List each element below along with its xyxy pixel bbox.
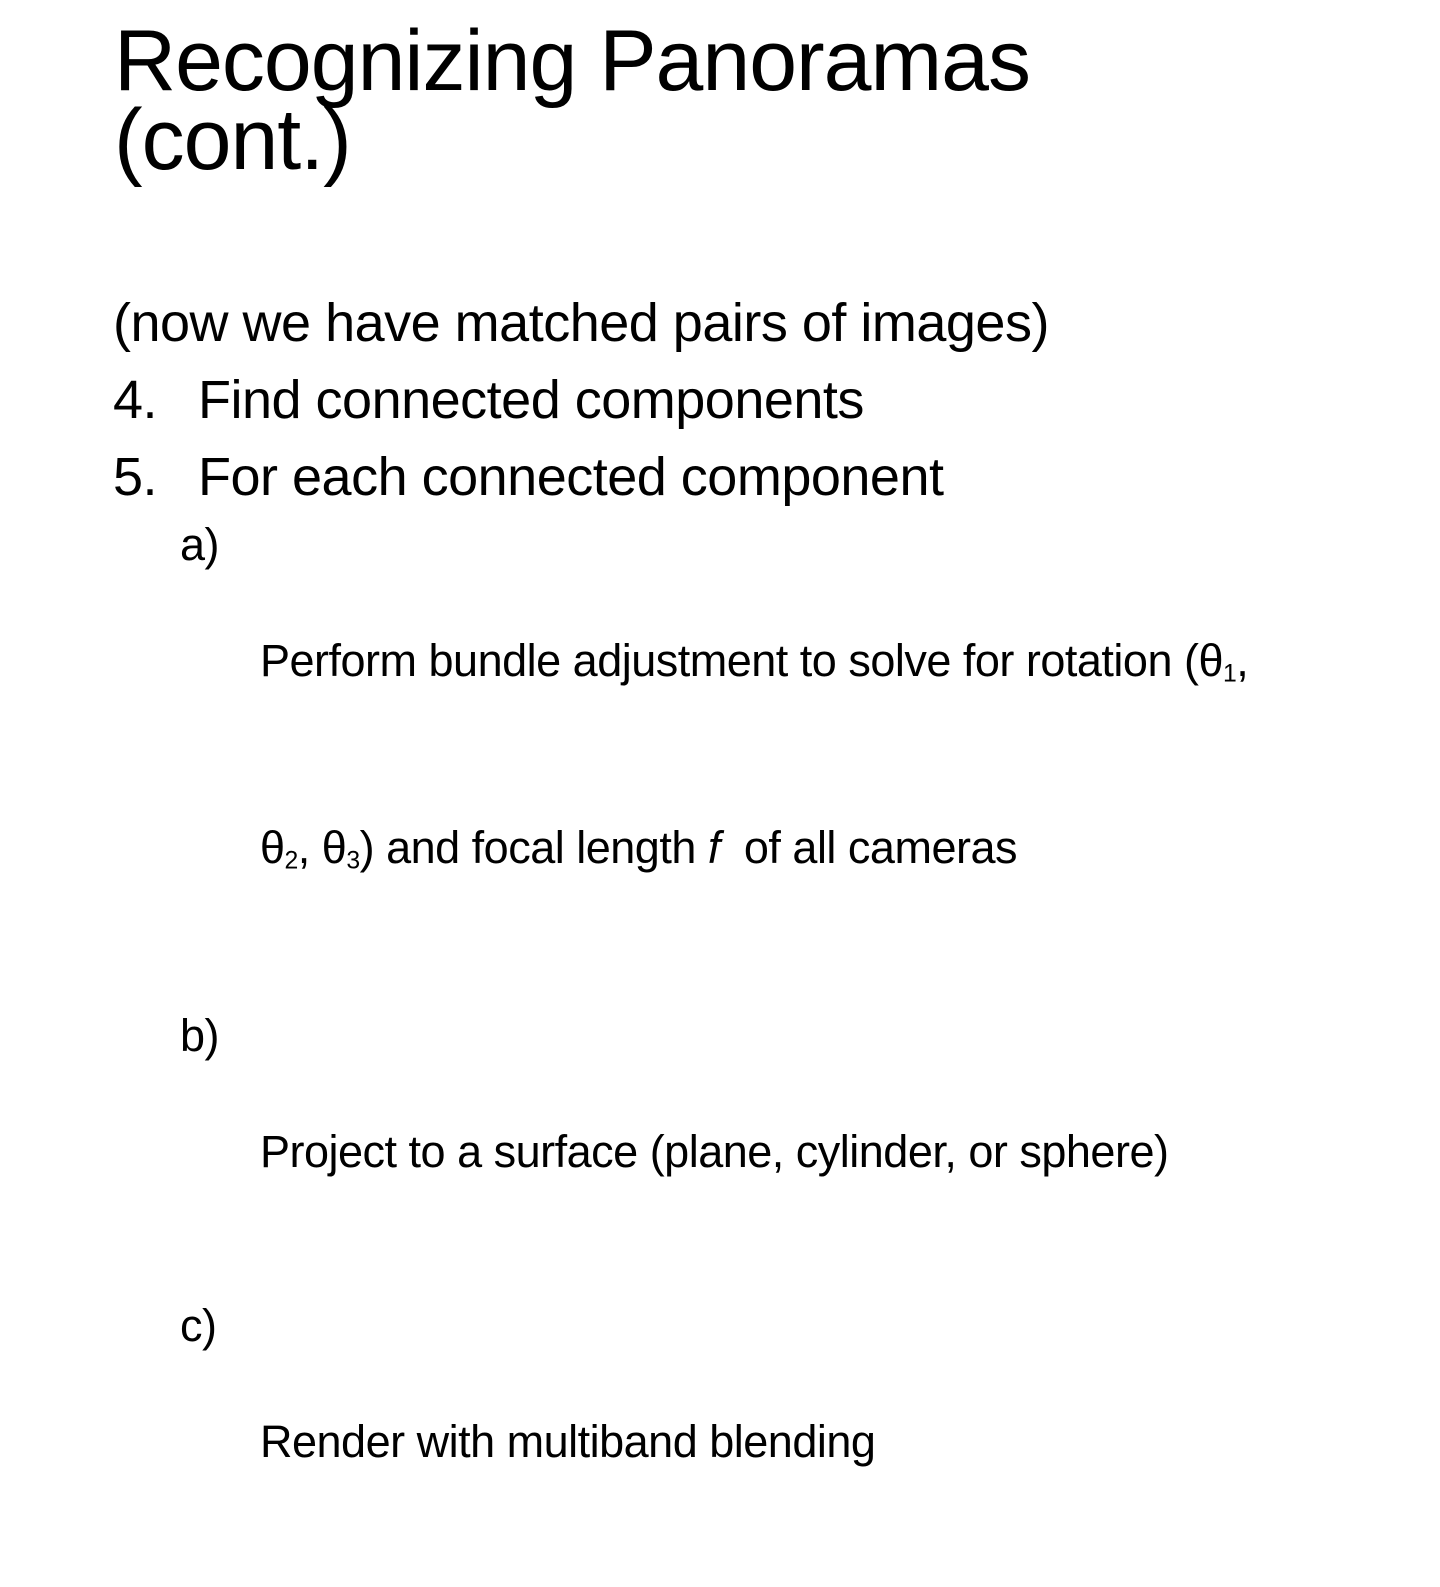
text-segment: Project to a surface (plane, cylinder, or sphere) — [260, 1125, 1169, 1177]
sub-item-c-line-1 — [260, 1413, 875, 1471]
theta-2-subscript: 2 — [284, 847, 298, 875]
list-item-5 — [113, 445, 943, 509]
text-segment: Render with multiband blending — [260, 1415, 876, 1467]
text-segment: , θ — [297, 822, 347, 874]
sub-item-b-line-1 — [260, 1123, 1168, 1181]
list-item-4-number: 4. — [113, 370, 158, 430]
title-line-2: (cont.) — [114, 92, 351, 188]
sub-item-a-text — [260, 516, 1248, 1007]
sub-item-b-text — [260, 1007, 1168, 1297]
text-segment: of all cameras — [719, 822, 1017, 874]
intro-text: (now we have matched pairs of images) — [113, 293, 1049, 353]
sub-item-b-label: b) — [180, 1009, 220, 1061]
sub-list — [180, 516, 1248, 1587]
text-segment: , — [1236, 635, 1249, 686]
theta-3-subscript: 3 — [346, 847, 360, 875]
sub-item-a-line-2 — [260, 819, 1248, 890]
text-segment: ) and focal length — [359, 822, 708, 874]
focal-length-f-italic: f — [707, 822, 720, 874]
sub-item-a-label: a) — [180, 519, 220, 570]
list-item-4 — [113, 368, 864, 432]
text-segment: θ — [260, 822, 285, 874]
sub-item-c-text — [260, 1297, 875, 1587]
sub-item-c-label: c) — [180, 1299, 217, 1351]
list-item-5-number: 5. — [113, 447, 158, 507]
sub-item-a-line-1 — [260, 632, 1248, 703]
list-item-4-text: Find connected components — [198, 370, 864, 430]
sub-item-a — [180, 516, 1248, 1007]
sub-item-c — [180, 1297, 1248, 1587]
theta-1-subscript: 1 — [1223, 660, 1237, 688]
text-segment: Perform bundle adjustment to solve for rotation (θ — [260, 635, 1224, 686]
sub-item-b — [180, 1007, 1248, 1297]
slide-title — [114, 13, 1030, 188]
title-line-1: Recognizing Panoramas — [114, 13, 1030, 109]
list-item-5-text: For each connected component — [198, 447, 944, 507]
